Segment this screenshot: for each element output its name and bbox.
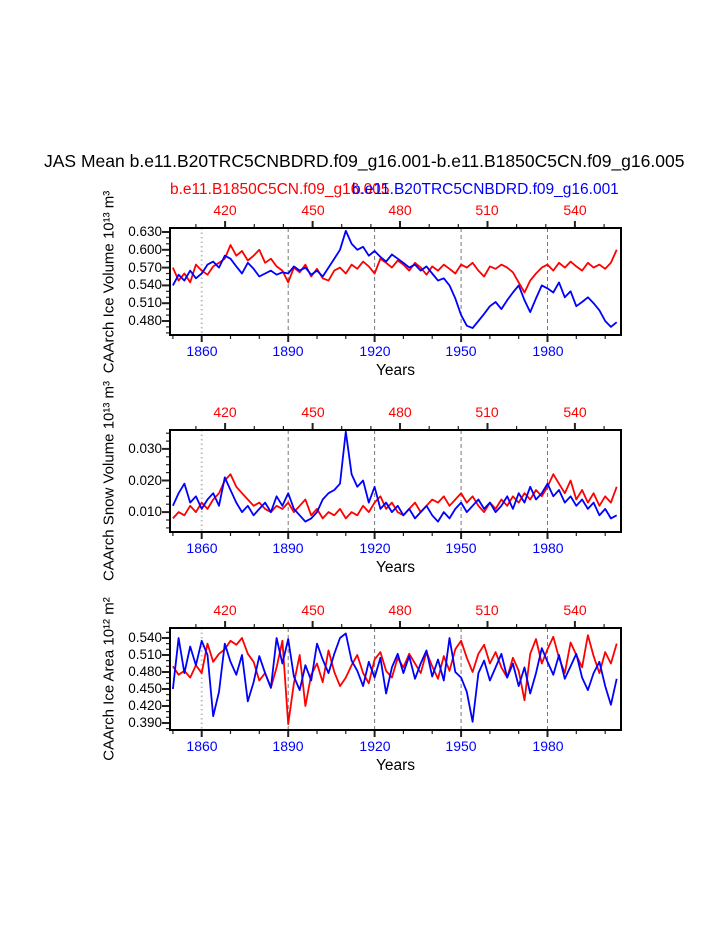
plot-frame: [170, 228, 621, 335]
x-tick-label: 1890: [272, 738, 304, 754]
legend-label-blue: b.e11.B20TRC5CNBDRD.f09_g16.001: [352, 181, 619, 198]
x-tick-label: 1920: [359, 540, 391, 556]
x-tick-label: 1890: [272, 343, 304, 359]
data-series-red: [173, 474, 617, 518]
x-tick-label: 1860: [186, 738, 218, 754]
x-axis-title: Years: [375, 559, 416, 576]
y-tick-label: 0.450: [128, 681, 162, 696]
y-tick-label: 0.540: [128, 630, 162, 645]
top-tick-label: 540: [563, 202, 587, 218]
top-tick-label: 480: [388, 404, 412, 420]
x-tick-label: 1920: [359, 738, 391, 754]
x-tick-label: 1980: [532, 540, 564, 556]
plot-frame: [170, 430, 621, 532]
y-tick-label: 0.030: [128, 441, 162, 456]
top-tick-label: 420: [213, 602, 237, 618]
x-tick-label: 1950: [445, 343, 477, 359]
top-tick-label: 510: [475, 602, 499, 618]
top-tick-label: 480: [388, 602, 412, 618]
x-tick-label: 1920: [359, 343, 391, 359]
top-tick-label: 510: [475, 404, 499, 420]
data-series-blue: [173, 432, 617, 522]
top-tick-label: 450: [301, 202, 325, 218]
data-series-blue: [173, 231, 617, 328]
legend-label-red: b.e11.B1850C5CN.f09_g16.005: [170, 181, 390, 198]
y-tick-label: 0.510: [128, 647, 162, 662]
y-tick-label: 0.570: [128, 260, 162, 275]
y-tick-label: 0.540: [128, 277, 162, 292]
y-tick-label: 0.420: [128, 698, 162, 713]
x-tick-label: 1860: [186, 540, 218, 556]
data-series-red: [173, 635, 617, 724]
y-tick-label: 0.600: [128, 242, 162, 257]
top-tick-label: 540: [563, 404, 587, 420]
x-axis-title: Years: [375, 757, 416, 774]
x-tick-label: 1980: [532, 343, 564, 359]
y-tick-label: 0.630: [128, 224, 162, 239]
plot-area-2: [170, 628, 621, 730]
y-tick-label: 0.480: [128, 664, 162, 679]
y-tick-label: 0.480: [128, 313, 162, 328]
x-tick-label: 1890: [272, 540, 304, 556]
top-tick-label: 510: [475, 202, 499, 218]
y-tick-label: 0.020: [128, 473, 162, 488]
y-axis-title: CAArch Snow Volume 10¹³ m³: [100, 380, 118, 582]
y-tick-label: 0.510: [128, 295, 162, 310]
x-tick-label: 1860: [186, 343, 218, 359]
y-axis-title: CAArch Ice Volume 10¹³ m³: [100, 190, 118, 374]
y-tick-label: 0.010: [128, 504, 162, 519]
top-tick-label: 420: [213, 202, 237, 218]
x-tick-label: 1980: [532, 738, 564, 754]
data-series-red: [173, 245, 617, 293]
data-series-blue: [173, 633, 617, 721]
x-tick-label: 1950: [445, 738, 477, 754]
y-axis-title: CAArch Ice Area 10¹² m²: [100, 597, 118, 761]
top-tick-label: 480: [388, 202, 412, 218]
top-tick-label: 420: [213, 404, 237, 420]
plot-area-1: [170, 430, 621, 532]
chart-title: JAS Mean b.e11.B20TRC5CNBDRD.f09_g16.001-b.e11.B1850C5CN.f09_g16.005: [44, 151, 685, 171]
top-tick-label: 450: [301, 602, 325, 618]
top-tick-label: 540: [563, 602, 587, 618]
y-tick-label: 0.390: [128, 715, 162, 730]
x-tick-label: 1950: [445, 540, 477, 556]
x-axis-title: Years: [375, 362, 416, 379]
top-tick-label: 450: [301, 404, 325, 420]
plot-area-0: [170, 228, 621, 335]
